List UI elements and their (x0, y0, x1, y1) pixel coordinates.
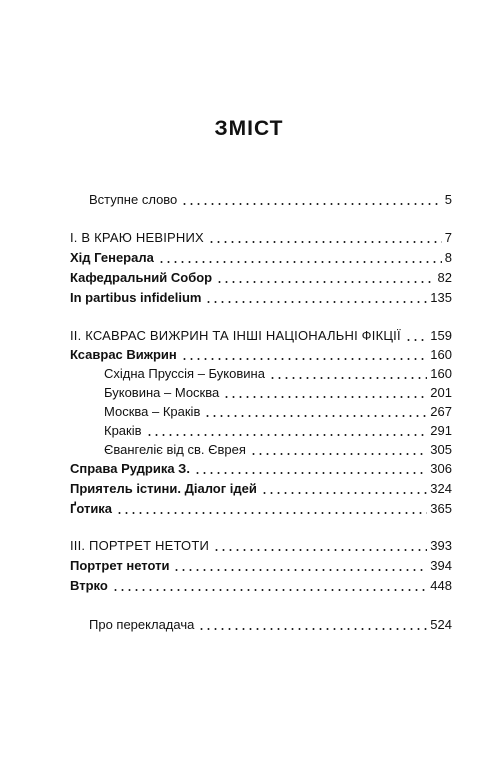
toc-entry-label: Приятель істини. Діалог ідей (70, 481, 257, 496)
toc-entry-page: 324 (430, 481, 452, 496)
toc-subentry[interactable] (104, 438, 452, 458)
toc-subentry[interactable] (104, 381, 452, 401)
dot-leader (405, 339, 428, 341)
dot-leader (146, 434, 428, 436)
toc-entry[interactable] (89, 613, 452, 633)
dot-leader (261, 492, 427, 494)
dot-leader (173, 569, 427, 571)
toc-entry-page: 365 (430, 501, 452, 516)
toc-entry-page: 159 (430, 328, 452, 343)
dot-leader (205, 301, 427, 303)
toc-entry-page: 82 (437, 270, 452, 285)
toc-entry-label: Ґотика (70, 501, 113, 516)
toc-subentry[interactable] (104, 419, 452, 439)
toc-part-heading[interactable] (70, 534, 452, 554)
toc-entry[interactable] (70, 343, 452, 363)
toc-entry-page: 448 (430, 578, 452, 593)
toc-entry-label: І. В КРАЮ НЕВІРНИХ (70, 230, 204, 245)
dot-leader (198, 628, 427, 630)
dot-leader (216, 281, 434, 283)
toc-entry-page: 201 (430, 385, 452, 400)
toc-entry[interactable] (70, 266, 452, 286)
page-title: ЗМІСТ (214, 117, 284, 140)
dot-leader (204, 415, 427, 417)
toc-entry-page: 306 (430, 461, 452, 476)
toc-entry-page: 524 (430, 617, 452, 632)
toc-entry[interactable] (70, 246, 452, 266)
toc-subentry[interactable] (104, 362, 452, 382)
toc-entry-page: 267 (430, 404, 452, 419)
toc-entry-label: Ксаврас Вижрин (70, 347, 177, 362)
dot-leader (158, 261, 442, 263)
toc-entry-label: Про перекладача (89, 617, 195, 632)
toc-entry[interactable] (70, 574, 452, 594)
toc-entry-page: 393 (430, 538, 452, 553)
toc-entry[interactable] (89, 188, 452, 208)
dot-leader (213, 549, 427, 551)
toc-entry-page: 135 (430, 290, 452, 305)
toc-subentry[interactable] (104, 400, 452, 420)
toc-entry[interactable] (70, 554, 452, 574)
dot-leader (223, 396, 427, 398)
toc-entry-page: 394 (430, 558, 452, 573)
toc-entry-page: 291 (430, 423, 452, 438)
toc-part-heading[interactable] (70, 324, 452, 344)
toc-entry-page: 7 (444, 230, 452, 245)
dot-leader (181, 358, 428, 360)
dot-leader (250, 453, 427, 455)
dot-leader (116, 512, 427, 514)
toc-entry-page: 160 (430, 366, 452, 381)
toc-entry[interactable] (70, 477, 452, 497)
toc-entry-label: Хід Генерала (70, 250, 154, 265)
toc-entry-label: Втрко (70, 578, 108, 593)
toc-entry-label: ІІІ. ПОРТРЕТ НЕТОТИ (70, 538, 210, 553)
toc-entry[interactable] (70, 497, 452, 517)
toc-entry-page: 305 (430, 442, 452, 457)
dot-leader (269, 377, 427, 379)
toc-entry-label: Євангеліє від св. Єврея (104, 442, 246, 457)
toc-entry-label: Справа Рудрика З. (70, 461, 190, 476)
toc-entry-label: Краків (104, 423, 142, 438)
toc-entry-page: 5 (444, 192, 452, 207)
dot-leader (181, 203, 441, 205)
toc-entry-label: In partibus infidelium (70, 290, 202, 305)
toc-entry-page: 8 (444, 250, 452, 265)
toc-entry-label: Східна Пруссія – Буковина (104, 366, 265, 381)
toc-entry-label: Москва – Краків (104, 404, 201, 419)
toc-part-heading[interactable] (70, 226, 452, 246)
dot-leader (208, 241, 442, 243)
toc-entry[interactable] (70, 457, 452, 477)
toc-entry-page: 160 (430, 347, 452, 362)
toc-entry-label: Кафедральний Собор (70, 270, 213, 285)
toc-entry-label: Буковина – Москва (104, 385, 220, 400)
toc-entry-label: ІІ. КСАВРАС ВИЖРИН ТА ІНШІ НАЦІОНАЛЬНІ ФІКЦІЇ (70, 328, 401, 343)
dot-leader (112, 589, 427, 591)
toc-entry-label: Вступне слово (89, 192, 178, 207)
toc-entry[interactable] (70, 286, 452, 306)
dot-leader (194, 472, 427, 474)
toc-entry-label: Портрет нетоти (70, 558, 170, 573)
